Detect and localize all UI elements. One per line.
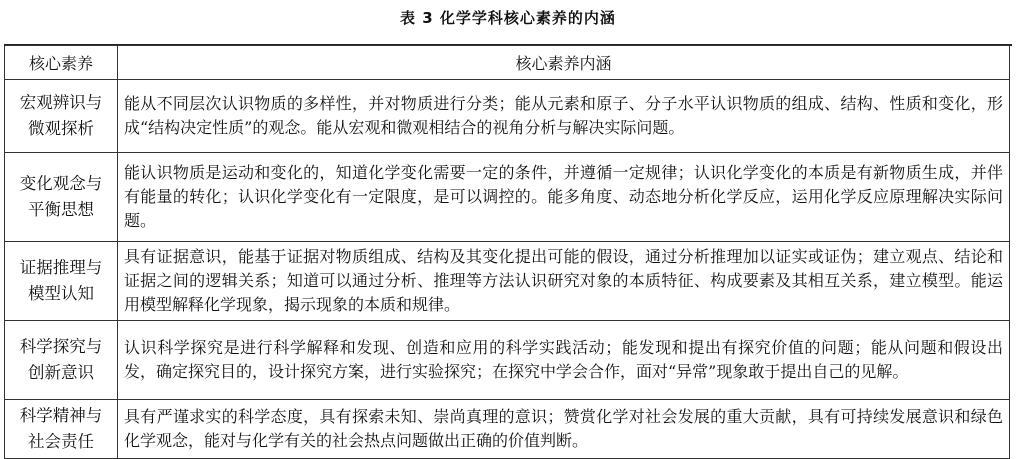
- literacy-name-line: 平衡思想: [28, 200, 94, 219]
- literacy-name: [5, 400, 118, 459]
- table-row: [5, 400, 1010, 459]
- literacy-name-line: 科学精神与: [19, 406, 103, 425]
- literacy-name: [5, 153, 118, 242]
- literacy-name: [5, 242, 118, 321]
- table-header-row: [5, 46, 1010, 80]
- literacy-name-line: 证据推理与: [19, 258, 103, 277]
- table-row: [5, 153, 1010, 242]
- literacy-content: 具有证据意识，能基于证据对物质组成、结构及其变化提出可能的假设，通过分析推理加以证实或证伪；建立观点、结论和证据之间的逻辑关系；知道可以通过分析、推理等方法认识研究对象的本质特征、构成要素及其相互关系，建立模型。能运用模型解释化学现象，揭示现象的本质和规律。: [118, 242, 1010, 321]
- header-literacy: 核心素养: [5, 46, 118, 80]
- literacy-name-line: 社会责任: [28, 432, 94, 451]
- literacy-name-line: 变化观念与: [19, 174, 103, 193]
- literacy-name-line: 科学探究与: [19, 337, 103, 356]
- literacy-name-line: 模型认知: [28, 284, 94, 303]
- literacy-name-line: 微观探析: [28, 119, 94, 138]
- literacy-content: 认识科学探究是进行科学解释和发现、创造和应用的科学实践活动；能发现和提出有探究价值的问题；能从问题和假设出发，确定探究目的，设计探究方案，进行实验探究；在探究中学会合作，面对“异常”现象敢于提出自己的见解。: [118, 321, 1010, 400]
- literacy-content: 能从不同层次认识物质的多样性，并对物质进行分类；能从元素和原子、分子水平认识物质的组成、结构、性质和变化，形成“结构决定性质”的观念。能从宏观和微观相结合的视角分析与解决实际问题。: [118, 80, 1010, 153]
- table-row: [5, 242, 1010, 321]
- literacy-content: 能认识物质是运动和变化的，知道化学变化需要一定的条件，并遵循一定规律；认识化学变化的本质是有新物质生成，并伴有能量的转化；认识化学变化有一定限度，是可以调控的。能多角度、动态地分析化学反应，运用化学反应原理解决实际问题。: [118, 153, 1010, 242]
- literacy-content: 具有严谨求实的科学态度，具有探索未知、崇尚真理的意识；赞赏化学对社会发展的重大贡献，具有可持续发展意识和绿色化学观念，能对与化学有关的社会热点问题做出正确的价值判断。: [118, 400, 1010, 459]
- table-row: [5, 80, 1010, 153]
- table-row: [5, 321, 1010, 400]
- literacy-name: [5, 321, 118, 400]
- core-literacy-table: [4, 45, 1010, 459]
- table-caption: 表 3 化学学科核心素养的内涵: [400, 9, 616, 27]
- literacy-name-line: 创新意识: [28, 363, 94, 382]
- literacy-name: [5, 80, 118, 153]
- literacy-name-line: 宏观辨识与: [19, 93, 103, 112]
- header-literacy-content: 核心素养内涵: [118, 46, 1010, 80]
